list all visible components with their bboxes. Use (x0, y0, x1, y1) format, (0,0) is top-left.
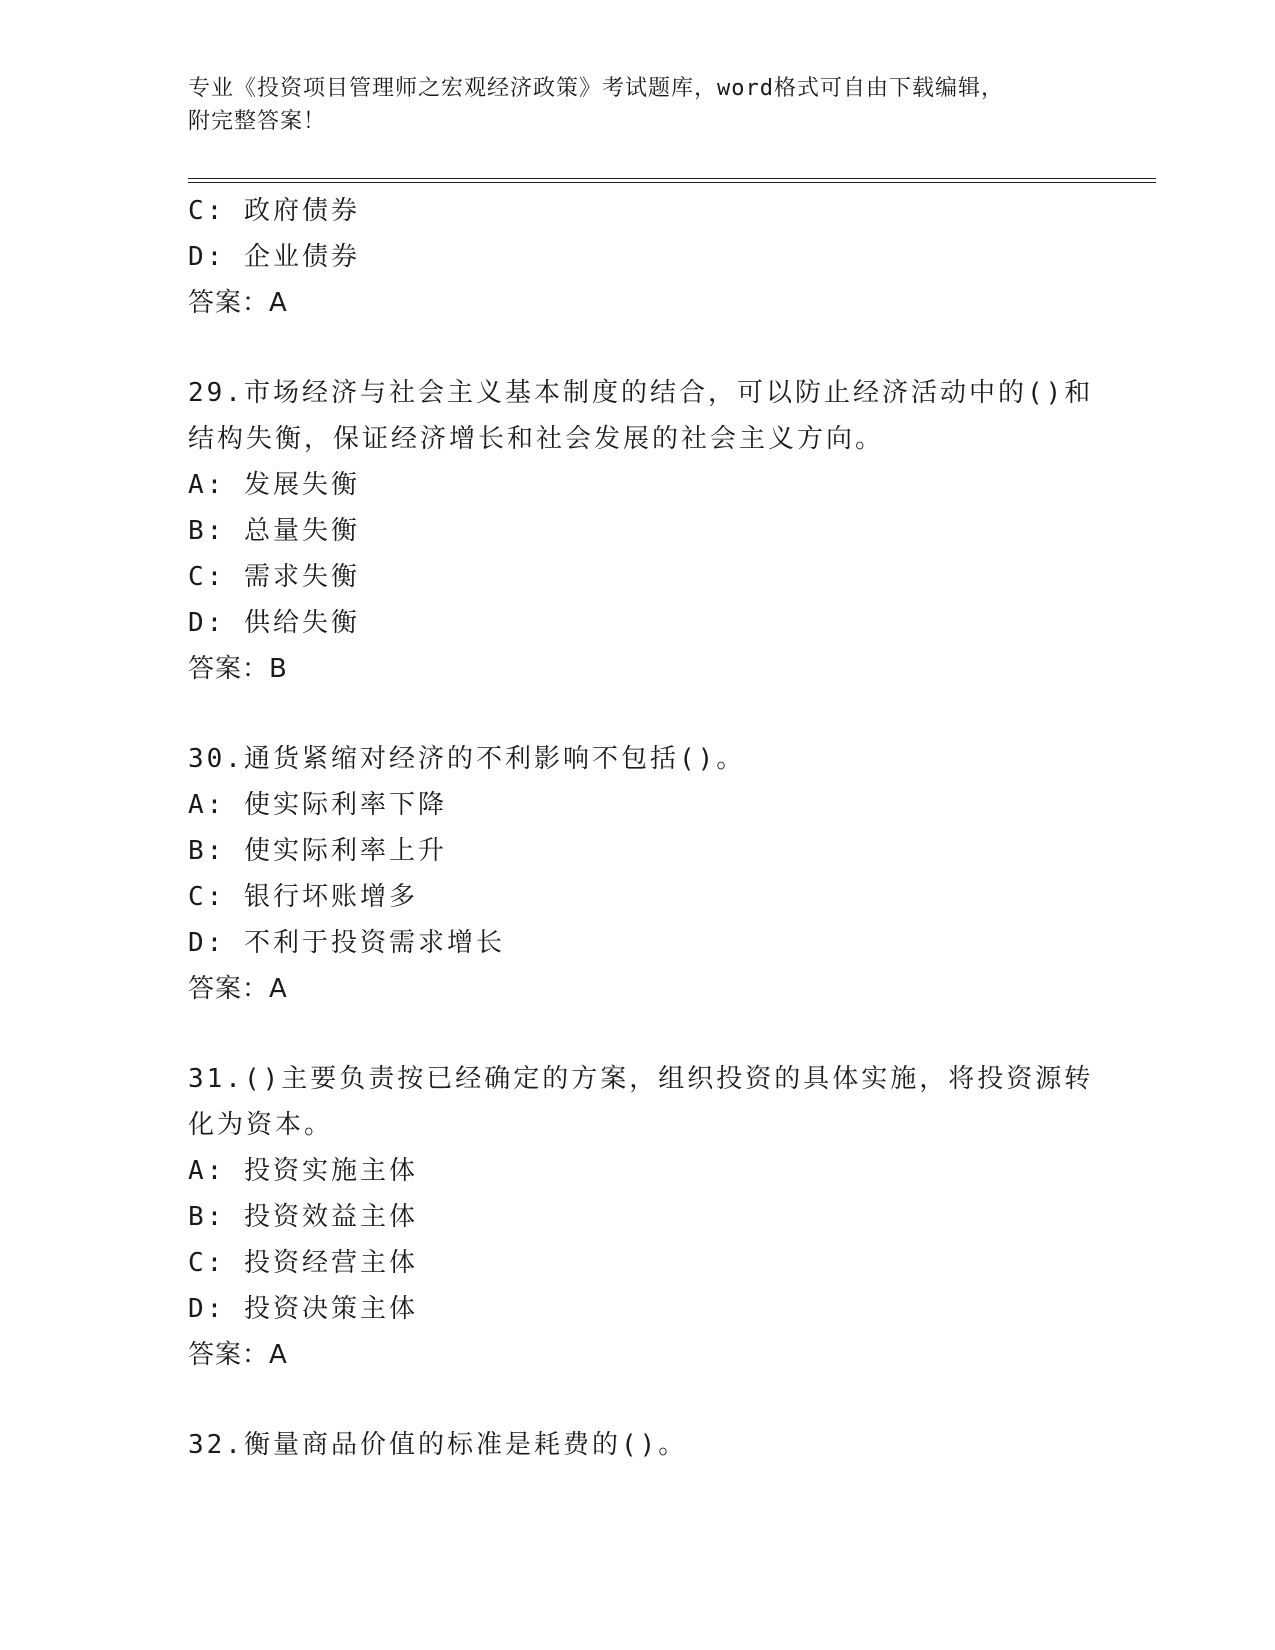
option-d: D: 不利于投资需求增长 (188, 928, 505, 958)
option-b: B: 投资效益主体 (188, 1202, 418, 1232)
spacer (188, 692, 1088, 736)
option-c: C: 需求失衡 (188, 562, 360, 592)
option-b: B: 总量失衡 (188, 516, 360, 546)
answer-line: 答案：A (188, 1340, 288, 1370)
option-a: A: 发展失衡 (188, 470, 360, 500)
option-c: C: 投资经营主体 (188, 1248, 418, 1278)
option-a: A: 投资实施主体 (188, 1156, 418, 1186)
spacer (188, 1378, 1088, 1422)
header-line-1: 专业《投资项目管理师之宏观经济政策》考试题库，word格式可自由下载编辑， (188, 76, 1004, 101)
question-32 (188, 1422, 1088, 1468)
question-30 (188, 736, 1088, 1012)
question-stem: 29.市场经济与社会主义基本制度的结合，可以防止经济活动中的()和 (188, 378, 1094, 408)
question-stem-continued: 结构失衡，保证经济增长和社会发展的社会主义方向。 (188, 424, 885, 454)
answer-line: 答案：A (188, 974, 288, 1004)
question-stem: 32.衡量商品价值的标准是耗费的()。 (188, 1430, 688, 1460)
header-line-2: 附完整答案！ (188, 109, 327, 134)
option-d: D: 供给失衡 (188, 608, 360, 638)
header-divider (188, 178, 1156, 183)
question-29 (188, 370, 1094, 692)
answer-line: 答案：B (188, 654, 288, 684)
document-header (188, 72, 1088, 138)
answer-line: 答案：A (188, 288, 288, 318)
spacer (188, 1012, 1088, 1056)
option-a: A: 使实际利率下降 (188, 790, 447, 820)
question-stem: 31.()主要负责按已经确定的方案，组织投资的具体实施，将投资源转 (188, 1064, 1094, 1094)
option-c: C: 政府债券 (188, 196, 360, 226)
option-d: D: 投资决策主体 (188, 1294, 418, 1324)
spacer (188, 326, 1088, 370)
question-28-continued (188, 188, 1088, 326)
option-b: B: 使实际利率上升 (188, 836, 447, 866)
question-stem: 30.通货紧缩对经济的不利影响不包括()。 (188, 744, 746, 774)
question-stem-continued: 化为资本。 (188, 1110, 334, 1140)
option-c: C: 银行坏账增多 (188, 882, 418, 912)
option-d: D: 企业债券 (188, 242, 360, 272)
question-list (188, 188, 1094, 1468)
question-31 (188, 1056, 1094, 1378)
